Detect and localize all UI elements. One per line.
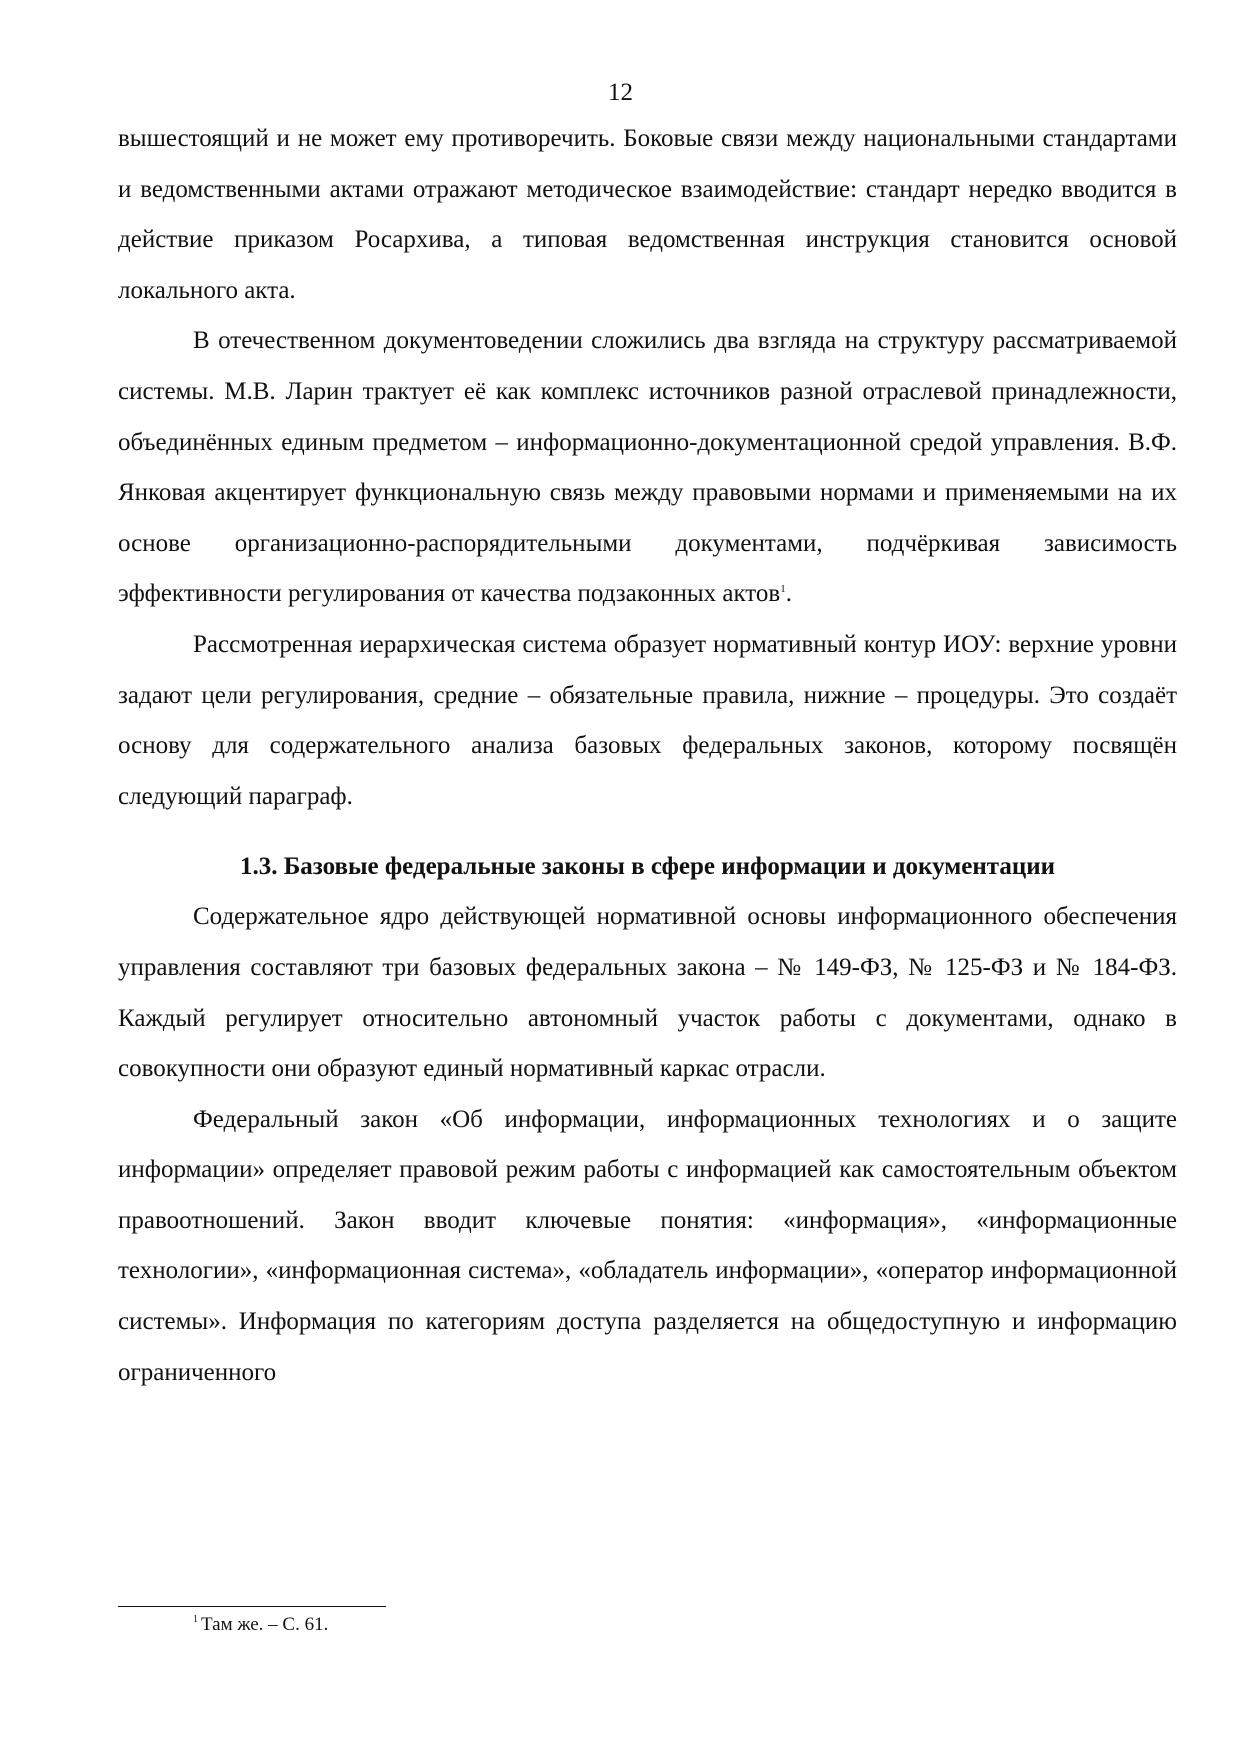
footnote-marker: 1 (193, 1614, 198, 1625)
paragraph-hierarchy-summary: Рассмотренная иерархическая система образует нормативный контур ИОУ: верхние уровни задают цели регулирования, средние – обязательные правила, нижние – процедуры. Это создаёт основу для содержательного анализа базовых федеральных законов, которому посвящён следующий параграф. (118, 630, 1177, 810)
paragraph-end-punctuation: . (785, 580, 792, 608)
paragraph-federal-laws: Содержательное ядро действующей нормативной основы информационного обеспечения управления составляют три базовых федеральных закона – № 149-ФЗ, № 125-ФЗ и № 184-ФЗ. Каждый регулирует относительно автономный участок работы с документами, однако в совокупности они образуют единый нормативный каркас отрасли. (118, 903, 1177, 1083)
footnote-reference[interactable]: 1 (780, 583, 786, 596)
paragraph-continuation: вышестоящий и не может ему противоречить. Боковые связи между национальными стандартами и ведомственными актами отражают методическое взаимодействие: стандарт нередко вводится в действие приказом Росархива, а типовая ведомственная инструкция становится основой локального акта. (118, 125, 1177, 304)
footnote-text: Там же. – С. 61. (201, 1614, 329, 1635)
footnote-divider (118, 1606, 386, 1607)
section-spacer (118, 822, 1177, 842)
page-number: 12 (608, 79, 633, 106)
paragraph-structure-views (118, 316, 1177, 620)
page-body (118, 114, 1177, 1398)
section-heading: 1.3. Базовые федеральные законы в сфере информации и документации (239, 853, 1056, 881)
paragraph-law-149: Федеральный закон «Об информации, информационных технологиях и о защите информации» определяет правовой режим работы с информацией как самостоятельным объектом правоотношений. Закон вводит ключевые понятия: «информация», «информационные технологии», «информационная система», «обладатель информации», «оператор информационной системы». Информация по категориям доступа разделяется на общедоступную и информацию ограниченного (118, 1105, 1177, 1386)
paragraph-text: В отечественном документоведении сложились два взгляда на структуру рассматриваемой системы. М.В. Ларин трактует её как комплекс источников разной отраслевой принадлежности, объединённых единым предметом – информационно-документационной средой управления. В.Ф. Янковая акцентирует функциональную связь между правовыми нормами и применяемыми на их основе организационно-распорядительными документами, подчёркивая зависимость эффективности регулирования от качества подзаконных актов (118, 327, 1177, 608)
footnote (193, 1612, 328, 1638)
